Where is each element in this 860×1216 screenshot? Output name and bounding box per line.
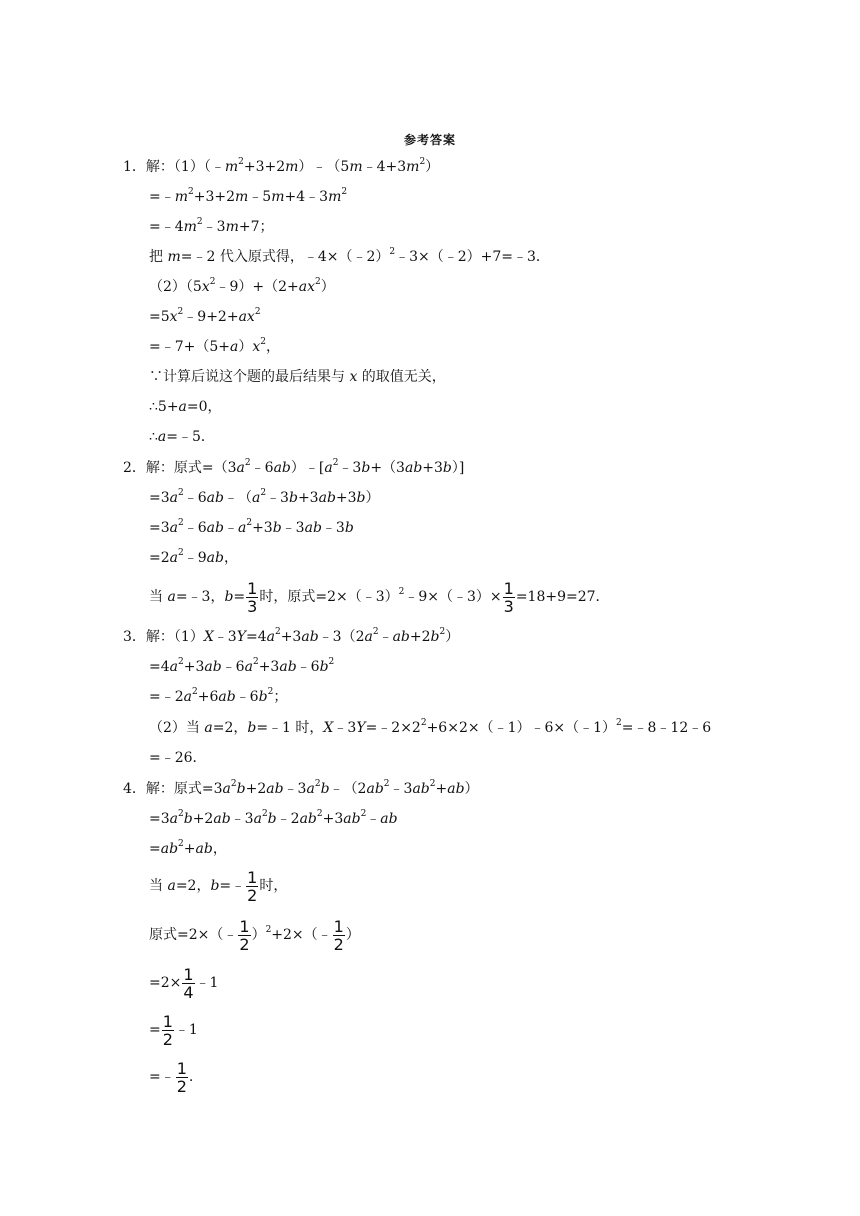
q4-line-5: 原式=2×（﹣ $\frac{1}{2}$ ）$^2$+2×（﹣ $\frac{1}{2}$ ）: [149, 916, 360, 954]
q1-line-6: $=5x^2﹣9+2+ax^2$: [149, 307, 261, 325]
q2-line-4: $=2a^2﹣9ab$，: [149, 548, 238, 566]
q3-line-5: =﹣26．: [149, 750, 207, 766]
q2-line-2: $=3a^2﹣6ab﹣(a^2﹣3b+3ab+3b)$: [149, 488, 380, 506]
fraction-one-half: $\frac{1}{2}$: [333, 916, 344, 954]
q4-line-8: =﹣ $\frac{1}{2}$ .: [149, 1058, 194, 1096]
q1-line-8: ∵计算后说这个题的最后结果与 x 的取值无关，: [149, 369, 446, 385]
q4-line-7: = $\frac{1}{2}$ ﹣1: [149, 1011, 198, 1049]
q1-line-10: ∴a=﹣5．: [149, 429, 215, 445]
q1-line-4: 把 m=﹣2 代入原式得，﹣4×（﹣2）$^2$﹣3×（﹣2）+7=﹣3．: [149, 247, 550, 265]
q4-line-2: $=3a^2b+2ab﹣3a^2b﹣2ab^2+3ab^2﹣ab$: [149, 809, 398, 827]
fraction-one-third: $\frac{1}{3}$: [503, 578, 514, 616]
fraction-one-third: $\frac{1}{3}$: [247, 578, 258, 616]
fraction-one-half: $\frac{1}{2}$: [162, 1011, 173, 1049]
q1-line-5: $(2)(5x^2﹣9)+(2+ax^2)$: [149, 277, 335, 295]
q4-line-6: =2× $\frac{1}{4}$ ﹣1: [149, 964, 219, 1002]
fraction-one-half: $\frac{1}{2}$: [247, 867, 258, 905]
q2-line-5: 当 a=﹣3，b= $\frac{1}{3}$ 时，原式=2×（﹣3）$^2$﹣9×（﹣3）× $\frac{1}{3}$ =18+9=27．: [149, 578, 610, 616]
q3-line-4: （2）当 a=2，b=﹣1 时，$X﹣3Y=﹣2\times 2^2+6\times 2\times(﹣1)﹣6\times(﹣1)^2=﹣8﹣12﹣6$: [149, 718, 712, 736]
q1-line-2: $=﹣m^2+3+2m﹣5m+4﹣3m^2$: [149, 187, 348, 205]
fraction-one-quarter: $\frac{1}{4}$: [183, 964, 194, 1002]
q4-line-4: 当 a=2，b=﹣ $\frac{1}{2}$ 时，: [149, 867, 288, 905]
fraction-one-half: $\frac{1}{2}$: [239, 916, 250, 954]
q2-line-3: $=3a^2﹣6ab﹣a^2+3b﹣3ab﹣3b$: [149, 518, 354, 536]
q2-line-1: 2．解：原式$=(3a^2﹣6ab)﹣[a^2﹣3b+(3ab+3b)]$: [123, 458, 465, 476]
q3-line-3: $=﹣2a^2+6ab﹣6b^2$；: [149, 687, 288, 705]
fraction-one-half: $\frac{1}{2}$: [176, 1058, 187, 1096]
page-title: 参考答案: [403, 133, 456, 147]
q1-line-9: ∴5+a=0，: [149, 399, 222, 415]
q3-line-1: 3．解：$(1)X﹣3Y=4a^2+3ab﹣3(2a^2﹣ab+2b^2)$: [123, 627, 460, 645]
q1-line-1: 1．解：$(1)(﹣m^2+3+2m)﹣(5m﹣4+3m^2)$: [123, 157, 440, 175]
q1-line-3: $=﹣4m^2﹣3m+7$；: [149, 217, 274, 235]
q4-line-3: $=ab^2+ab$，: [149, 839, 227, 857]
q4-line-1: 4．解：原式$=3a^2b+2ab﹣3a^2b﹣(2ab^2﹣3ab^2+ab)$: [123, 779, 479, 797]
q3-line-2: $=4a^2+3ab﹣6a^2+3ab﹣6b^2$: [149, 657, 335, 675]
q1-line-7: $=﹣7+(5+a)x^2$，: [149, 337, 281, 355]
